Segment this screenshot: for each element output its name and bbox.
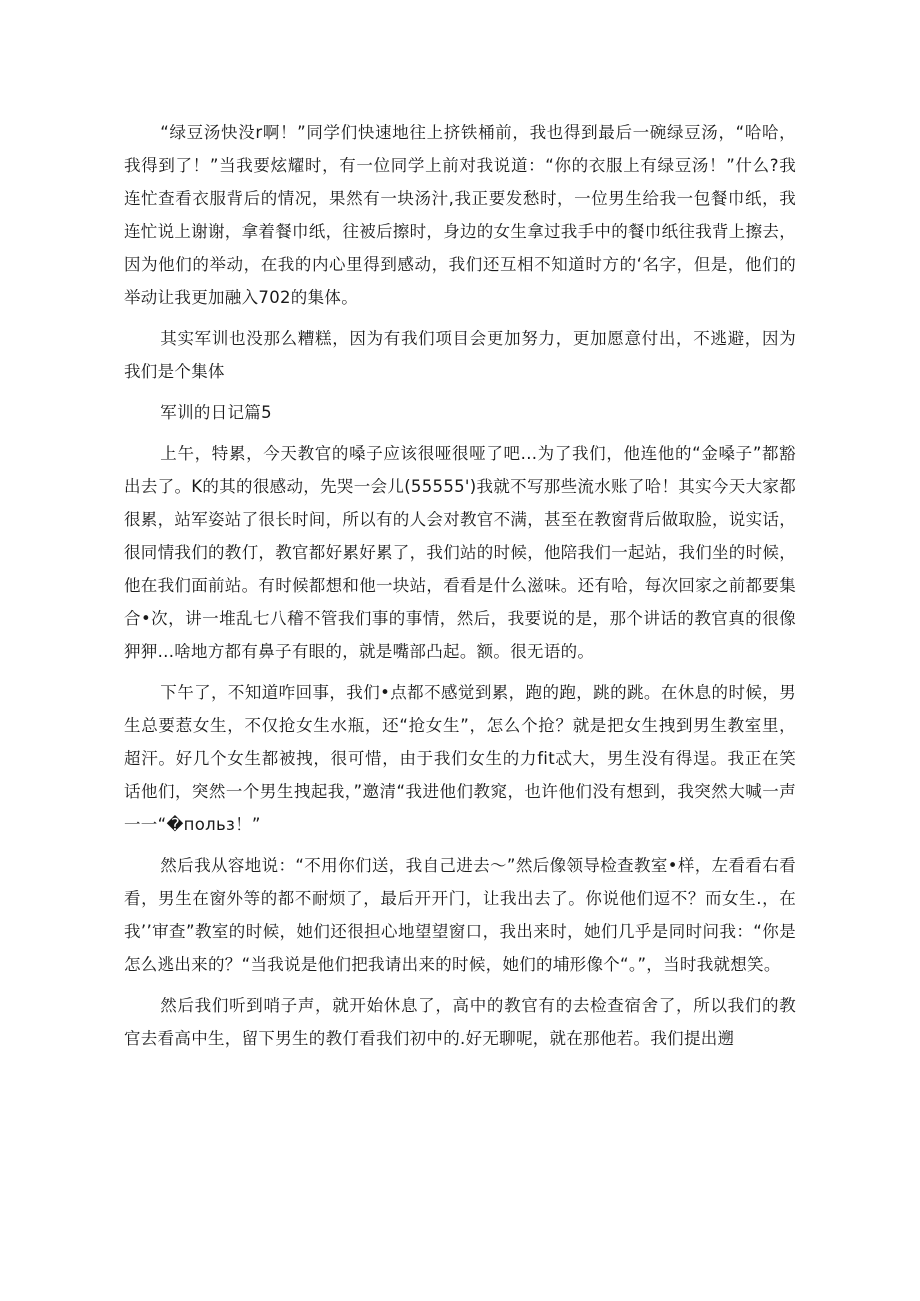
paragraph: “绿豆汤快没r啊！”同学们快速地往上挤铁桶前，我也得到最后一碗绿豆汤，“哈哈，我得到了！”当我要炫耀时，有一位同学上前对我说道：“你的衣服上有绿豆汤！”什么?我连忙查看衣服背后的情况，果然有一块汤汁,我正要发愁时，一位男生给我一包餐巾纸，我连忙说上谢谢，拿着餐巾纸，往被后擦时，身边的女生拿过我手中的餐巾纸往我背上擦去，因为他们的举动，在我的内心里得到感动，我们还互相不知道时方的‘名字，但是，他们的举动让我更加融入702的集体。	[124, 123, 796, 307]
paragraph: 下午了，不知道咋回事，我们•点都不感觉到累，跑的跑，跳的跳。在休息的时候，男生总要惹女生，不仅抢女生水瓶，还“抢女生”，怎么个抢？就是把女生拽到男生教室里，超汗。好几个女生都被拽，很可惜，由于我们女生的力fit忒大，男生没有得逞。我正在笑话他们，突然一个男生拽起我，”邀清“我进他们教窕，也许他们没有想到，我突然大喊一声一一“�польз！”	[124, 683, 796, 834]
paragraph: 然后我们听到哨子声，就开始休息了，高中的教官有的去检查宿舍了，所以我们的教官去看高中生，留下男生的教仃看我们初中的.好无聊呢，就在那他若。我们提出遡	[124, 996, 796, 1048]
section-title: 军训的日记篇5	[160, 403, 272, 422]
paragraph: 其实军训也没那么糟糕，因为有我们项目会更加努力，更加愿意付出，不逃避，因为我们是个集体	[124, 329, 796, 381]
document-body	[124, 116, 796, 1063]
paragraph: 上午，特累，今天教官的嗓子应该很哑很哑了吧...为了我们，他连他的“金嗓子”都豁出去了。K的其的很感动，先哭一会儿(55555')我就不写那些流水账了哈！其实今天大家都很累，站军姿站了很长时间，所以有的人会对教官不满，甚至在教窗背后做取脸，说实话，很同情我们的教仃，教官都好累好累了，我们站的时候，他陪我们一起站，我们坐的时候，他在我们面前站。有时候都想和他一块站，看看是什么滋味。还有哈，每次回家之前都要集合•次，讲一堆乱七八稽不管我们事的事情，然后，我要说的是，那个讲话的教官真的很像狎狎...啥地方都有鼻子有眼的，就是嘴部凸起。额。很无语的。	[124, 444, 796, 661]
paragraph: 然后我从容地说：“不用你们送，我自己进去～”然后像领导检查教室•样，左看看右看看，男生在窗外等的都不耐烦了，最后开开门，让我出去了。你说他们逗不？而女生.，在我’’审查”教室的时候，她们还很担心地望望窗口，我出来时，她们几乎是同时问我：“你是怎么逃出来的？“当我说是他们把我请出来的时候，她们的埔形像个“。”，当时我就想笑。	[124, 856, 796, 974]
